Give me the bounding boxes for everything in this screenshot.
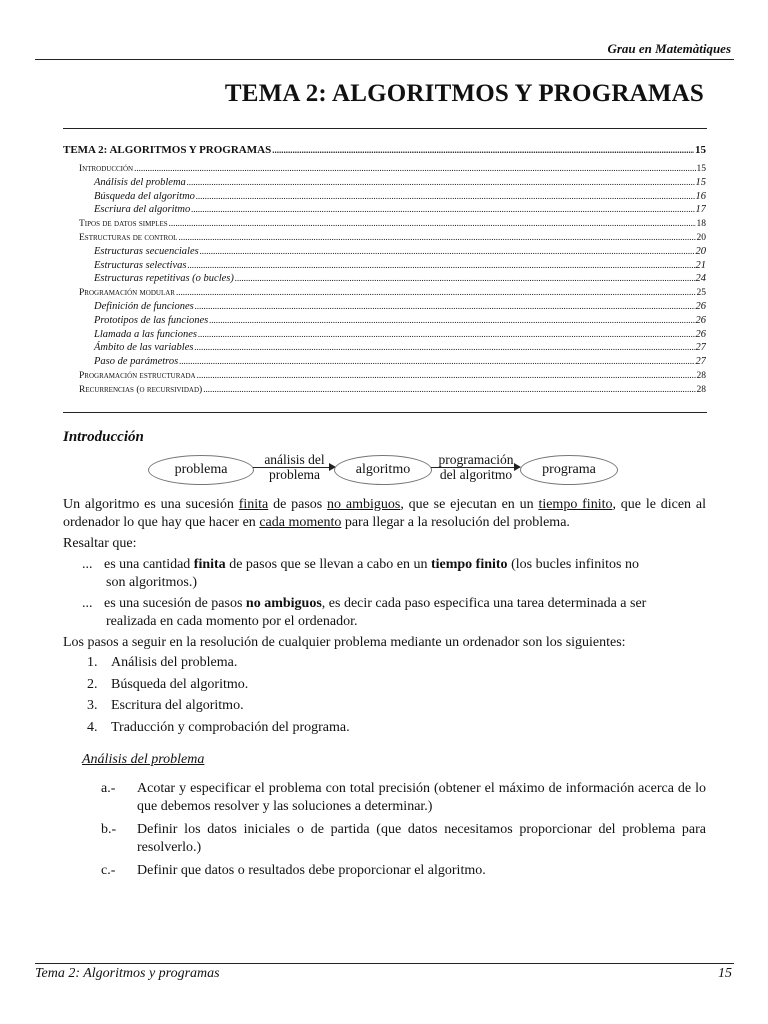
- toc-entry[interactable]: TEMA 2: ALGORITMOS Y PROGRAMAS ..... 15: [63, 142, 706, 162]
- bullet-item: ... es una cantidad finita de pasos que se llevan a cabo en un tiempo finito (los bucles infinitos no son algoritmos.): [82, 557, 639, 590]
- toc-entry[interactable]: Programación estructurada ..... 28: [63, 369, 706, 383]
- bullet-item: ... es una sucesión de pasos no ambiguos, es decir cada paso especifica una tarea determinada a ser realizada en cada momento por el ordenador.: [82, 596, 647, 629]
- running-header: Grau en Matemàtiques: [607, 41, 731, 56]
- toc-entry[interactable]: Ámbito de las variables ..... 27: [63, 341, 706, 355]
- edge-label-top: análisis del: [264, 452, 325, 467]
- diagram-node-programa: programa: [520, 455, 618, 485]
- toc-entry[interactable]: Estructuras selectivas ..... 21: [63, 259, 706, 273]
- paragraph-steps-lead: Los pasos a seguir en la resolución de cualquier problema mediante un ordenador son los siguientes:: [63, 635, 626, 650]
- toc-entry[interactable]: Recurrencias (o recursividad) ..... 28: [63, 383, 706, 397]
- edge-label-bottom: del algoritmo: [439, 467, 513, 482]
- toc-entry[interactable]: Paso de parámetros ..... 27: [63, 355, 706, 369]
- footer-rule: [35, 963, 734, 964]
- edge-label-top: programación: [438, 452, 514, 467]
- diagram-edge-analisis: [253, 452, 336, 482]
- edge-label-bottom: problema: [269, 467, 320, 482]
- section-heading-introduccion: Introducción: [63, 429, 144, 445]
- numbered-step: 2. Búsqueda del algoritmo.: [87, 677, 249, 692]
- alpha-item: c.- Definir que datos o resultados debe proporcionar el algoritmo.: [101, 863, 486, 878]
- paragraph-highlight-lead: Resaltar que:: [63, 536, 137, 551]
- toc-entry[interactable]: Búsqueda del algoritmo ..... 16: [63, 190, 706, 204]
- toc-entry[interactable]: Programación modular ..... 25: [63, 286, 706, 300]
- toc-bottom-rule: [63, 412, 707, 413]
- toc-entry[interactable]: Estructuras de control ..... 20: [63, 231, 706, 245]
- subsection-heading-analisis: Análisis del problema: [82, 752, 205, 767]
- process-diagram: [148, 452, 620, 490]
- alpha-item: b.- Definir los datos iniciales o de partida (que datos necesitamos proporcionar del problema para resolverlo.): [101, 822, 706, 855]
- toc-top-rule: [63, 128, 707, 129]
- toc-entry[interactable]: Definición de funciones ..... 26: [63, 300, 706, 314]
- page-number: 15: [718, 966, 732, 981]
- header-rule: [35, 59, 734, 60]
- toc-entry[interactable]: Introducción ..... 15: [63, 162, 706, 176]
- numbered-step: 4. Traducción y comprobación del programa.: [87, 720, 350, 735]
- paragraph-definition: Un algoritmo es una sucesión finita de pasos no ambiguos, que se ejecutan en un tiempo finito, que le dicen al ordenador lo que hay que hacer en cada momento para llegar a la resolución del problema.: [63, 497, 706, 530]
- toc-entry[interactable]: Escriura del algoritmo ..... 17: [63, 203, 706, 217]
- numbered-step: 1. Análisis del problema.: [87, 655, 238, 670]
- numbered-step: 3. Escritura del algoritmo.: [87, 698, 244, 713]
- diagram-edge-programacion: [431, 452, 521, 482]
- toc-entry[interactable]: Llamada a las funciones ..... 26: [63, 328, 706, 342]
- diagram-node-algoritmo: algoritmo: [334, 455, 432, 485]
- table-of-contents: [63, 142, 706, 397]
- alpha-item: a.- Acotar y especificar el problema con total precisión (obtener el máximo de información acerca de lo que debemos resolver y las soluciones a determinar.): [101, 781, 706, 814]
- toc-entry[interactable]: Estructuras repetitivas (o bucles) ..... 24: [63, 272, 706, 286]
- toc-entry[interactable]: Estructuras secuenciales ..... 20: [63, 245, 706, 259]
- toc-entry[interactable]: Prototipos de las funciones ..... 26: [63, 314, 706, 328]
- diagram-node-problema: problema: [148, 455, 254, 485]
- page-title: TEMA 2: ALGORITMOS Y PROGRAMAS: [224, 80, 704, 107]
- toc-entry[interactable]: Tipos de datos simples ..... 18: [63, 217, 706, 231]
- running-footer: Tema 2: Algoritmos y programas: [35, 966, 220, 981]
- toc-entry[interactable]: Análisis del problema ..... 15: [63, 176, 706, 190]
